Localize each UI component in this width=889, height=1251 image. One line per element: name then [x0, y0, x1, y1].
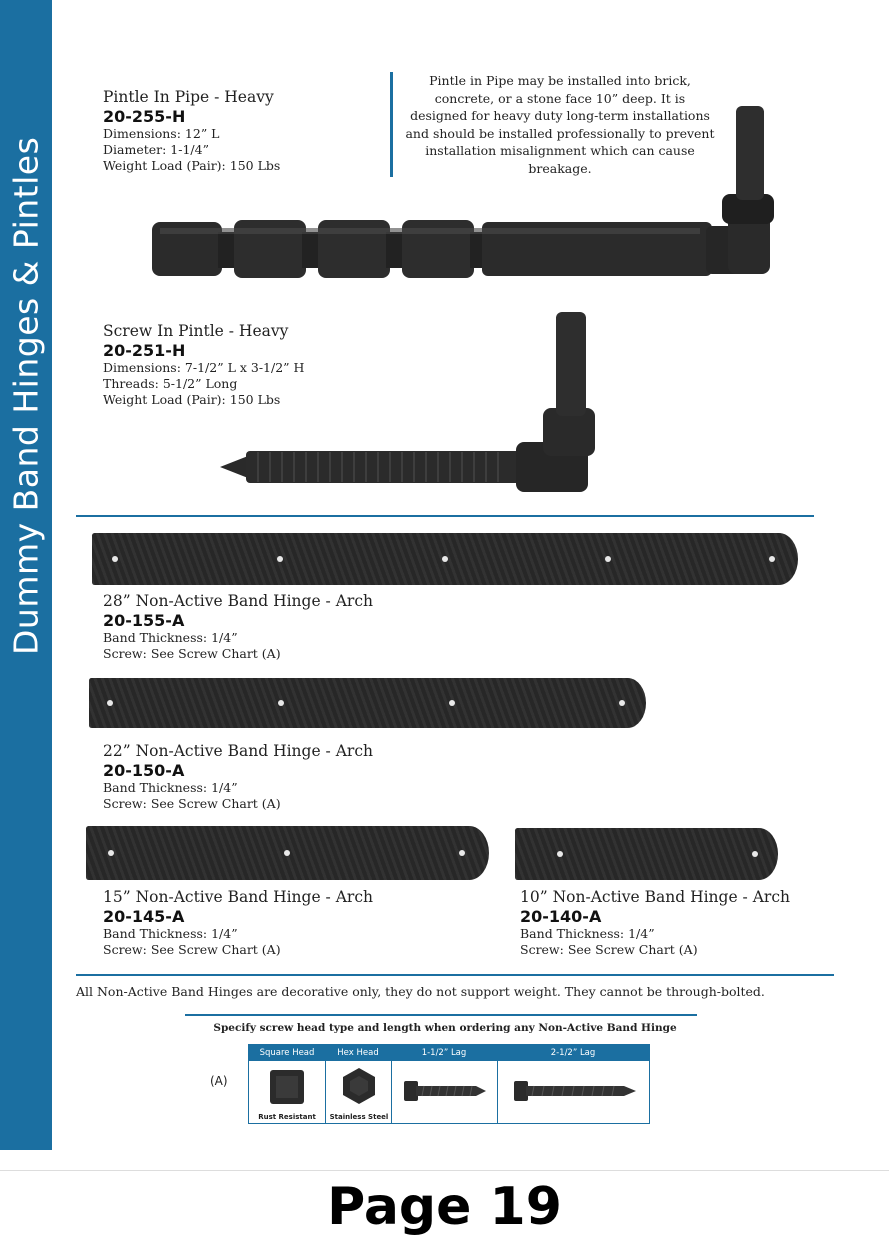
screw-chart	[210, 1022, 680, 1121]
product-name: Pintle In Pipe - Heavy	[103, 88, 274, 106]
product-name: 22” Non-Active Band Hinge - Arch	[103, 742, 373, 760]
decorative-disclaimer: All Non-Active Band Hinges are decorative only, they do not support weight. They cannot be through-bolted.	[76, 984, 765, 999]
sidebar-title: Dummy Band Hinges & Pintles	[6, 136, 46, 655]
product-band-hinge-22	[103, 742, 373, 812]
product-sku: 20-251-H	[103, 341, 186, 360]
screw-chart-label: (A)	[210, 1074, 228, 1088]
square-head-screw-icon	[267, 1067, 307, 1107]
product-name: 10” Non-Active Band Hinge - Arch	[520, 888, 790, 906]
product-spec: Dimensions: 12” L	[103, 126, 220, 141]
product-spec: Screw: See Screw Chart (A)	[103, 646, 281, 661]
product-spec: Band Thickness: 1/4”	[103, 780, 238, 795]
section-divider	[76, 515, 814, 517]
product-sku: 20-150-A	[103, 761, 185, 780]
product-name: 15” Non-Active Band Hinge - Arch	[103, 888, 373, 906]
band-hinge-10-image	[515, 828, 778, 880]
product-sku: 20-140-A	[520, 907, 602, 926]
product-spec: Weight Load (Pair): 150 Lbs	[103, 158, 281, 173]
product-spec: Screw: See Screw Chart (A)	[103, 796, 281, 811]
product-sku: 20-255-H	[103, 107, 186, 126]
page-number: Page 19	[327, 1177, 562, 1237]
section-divider	[76, 974, 834, 976]
section-divider	[185, 1014, 697, 1016]
product-spec: Band Thickness: 1/4”	[520, 926, 655, 941]
band-hinge-15-image	[86, 826, 489, 880]
pintle-in-pipe-image	[150, 102, 780, 282]
product-band-hinge-28	[103, 592, 373, 662]
installation-note: Pintle in Pipe may be installed into brick, concrete, or a stone face 10” deep. It is designed for heavy duty long-term installations and should be installed professionally to prevent installation misalignment which can cause breakage.	[390, 72, 715, 177]
product-spec: Band Thickness: 1/4”	[103, 926, 238, 941]
product-sku: 20-145-A	[103, 907, 185, 926]
product-spec: Diameter: 1-1/4”	[103, 142, 209, 157]
product-spec: Band Thickness: 1/4”	[103, 630, 238, 645]
screw-chart-caption: Specify screw head type and length when ordering any Non-Active Band Hinge	[213, 1022, 677, 1034]
screw-chart-table	[248, 1044, 650, 1124]
lag-1-5-cell	[391, 1061, 498, 1123]
lag-screw-short-icon	[402, 1079, 488, 1103]
product-sku: 20-155-A	[103, 611, 185, 630]
product-spec: Dimensions: 7-1/2” L x 3-1/2” H	[103, 360, 305, 375]
sidebar-banner	[0, 0, 52, 1150]
lag-2-5-cell	[497, 1061, 650, 1123]
band-hinge-22-image	[89, 678, 646, 728]
product-name: Screw In Pintle - Heavy	[103, 322, 289, 340]
product-spec: Threads: 5-1/2” Long	[103, 376, 238, 391]
stainless-steel-label: Stainless Steel	[329, 1113, 389, 1121]
lag-screw-long-icon	[512, 1079, 638, 1103]
chart-header: Hex Head	[325, 1045, 391, 1061]
product-band-hinge-10	[520, 888, 790, 958]
product-spec: Screw: See Screw Chart (A)	[520, 942, 698, 957]
product-spec: Weight Load (Pair): 150 Lbs	[103, 392, 281, 407]
product-spec: Screw: See Screw Chart (A)	[103, 942, 281, 957]
product-name: 28” Non-Active Band Hinge - Arch	[103, 592, 373, 610]
product-band-hinge-15	[103, 888, 373, 958]
chart-header: Square Head	[249, 1045, 325, 1061]
band-hinge-28-image	[92, 533, 798, 585]
page-footer	[0, 1170, 889, 1251]
square-head-cell	[249, 1061, 325, 1123]
chart-header: 1-1/2” Lag	[391, 1045, 497, 1061]
hex-head-cell	[325, 1061, 392, 1123]
chart-header: 2-1/2” Lag	[497, 1045, 649, 1061]
hex-head-screw-icon	[339, 1066, 379, 1106]
screw-in-pintle-image	[218, 310, 598, 495]
rust-resistant-label: Rust Resistant	[258, 1113, 316, 1121]
